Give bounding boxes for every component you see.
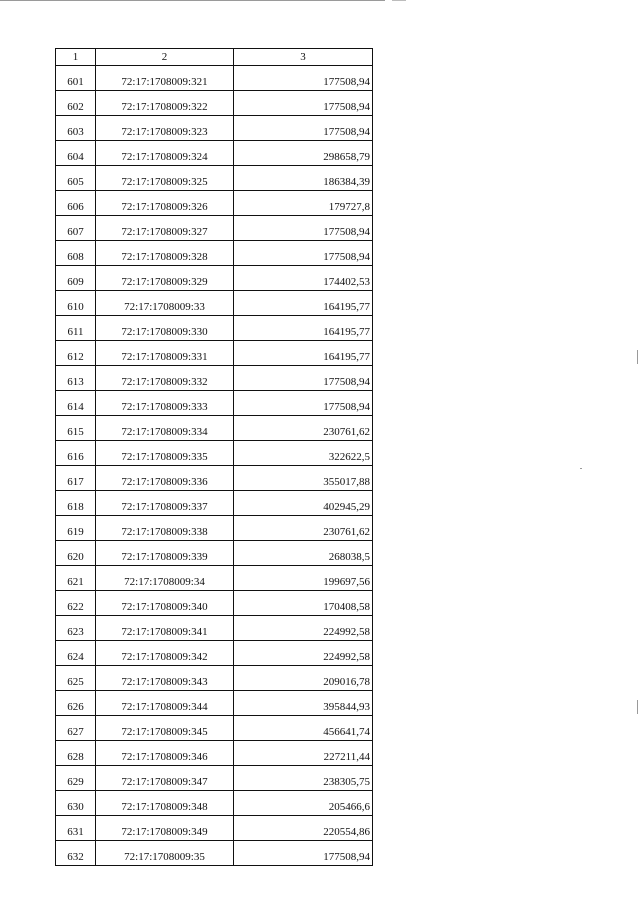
table-row: [56, 466, 373, 491]
cadastral-number: 72:17:1708009:328: [96, 241, 234, 266]
table-row: [56, 141, 373, 166]
cadastral-number: 72:17:1708009:348: [96, 791, 234, 816]
cadastral-number: 72:17:1708009:346: [96, 741, 234, 766]
table-row: [56, 641, 373, 666]
cadastral-value: 186384,39: [234, 166, 373, 191]
row-number: 607: [56, 216, 96, 241]
cadastral-value: 177508,94: [234, 91, 373, 116]
cadastral-number: 72:17:1708009:34: [96, 566, 234, 591]
row-number: 616: [56, 441, 96, 466]
row-number: 627: [56, 716, 96, 741]
scan-edge-line: [0, 0, 385, 1]
cadastral-value: 199697,56: [234, 566, 373, 591]
row-number: 615: [56, 416, 96, 441]
table-row: [56, 816, 373, 841]
cadastral-number: 72:17:1708009:344: [96, 691, 234, 716]
cadastral-number: 72:17:1708009:325: [96, 166, 234, 191]
row-number: 603: [56, 116, 96, 141]
row-number: 620: [56, 541, 96, 566]
table-row: [56, 766, 373, 791]
row-number: 617: [56, 466, 96, 491]
cadastral-value: 177508,94: [234, 241, 373, 266]
cadastral-number: 72:17:1708009:345: [96, 716, 234, 741]
cadastral-value: 298658,79: [234, 141, 373, 166]
cadastral-number: 72:17:1708009:324: [96, 141, 234, 166]
cadastral-number: 72:17:1708009:342: [96, 641, 234, 666]
cadastral-value: 174402,53: [234, 266, 373, 291]
table-row: [56, 216, 373, 241]
cadastral-value: 230761,62: [234, 416, 373, 441]
table-row: [56, 341, 373, 366]
cadastral-number: 72:17:1708009:333: [96, 391, 234, 416]
cadastral-number: 72:17:1708009:33: [96, 291, 234, 316]
cadastral-number: 72:17:1708009:341: [96, 616, 234, 641]
cadastral-value: 456641,74: [234, 716, 373, 741]
cadastral-value: 224992,58: [234, 616, 373, 641]
cadastral-value: 177508,94: [234, 116, 373, 141]
cadastral-value: 395844,93: [234, 691, 373, 716]
scan-edge-mark: [637, 350, 638, 364]
row-number: 624: [56, 641, 96, 666]
cadastral-number: 72:17:1708009:332: [96, 366, 234, 391]
cadastral-number: 72:17:1708009:35: [96, 841, 234, 866]
cadastral-number: 72:17:1708009:336: [96, 466, 234, 491]
row-number: 629: [56, 766, 96, 791]
row-number: 625: [56, 666, 96, 691]
cadastral-number: 72:17:1708009:322: [96, 91, 234, 116]
row-number: 613: [56, 366, 96, 391]
row-number: 612: [56, 341, 96, 366]
cadastral-number: 72:17:1708009:338: [96, 516, 234, 541]
table-row: [56, 366, 373, 391]
cadastral-value: 170408,58: [234, 591, 373, 616]
cadastral-value: 177508,94: [234, 841, 373, 866]
cadastral-value: 230761,62: [234, 516, 373, 541]
cadastral-number: 72:17:1708009:343: [96, 666, 234, 691]
cadastral-number: 72:17:1708009:331: [96, 341, 234, 366]
cadastral-number: 72:17:1708009:335: [96, 441, 234, 466]
cadastral-number: 72:17:1708009:321: [96, 66, 234, 91]
row-number: 623: [56, 616, 96, 641]
cadastral-number: 72:17:1708009:327: [96, 216, 234, 241]
row-number: 630: [56, 791, 96, 816]
scan-edge-dash: [392, 0, 406, 1]
table-row: [56, 291, 373, 316]
cadastral-value: 177508,94: [234, 391, 373, 416]
table-row: [56, 841, 373, 866]
cadastral-value: 164195,77: [234, 316, 373, 341]
table-row: [56, 91, 373, 116]
row-number: 631: [56, 816, 96, 841]
column-header-value: 3: [234, 49, 373, 66]
cadastral-value: 205466,6: [234, 791, 373, 816]
cadastral-value: 224992,58: [234, 641, 373, 666]
row-number: 621: [56, 566, 96, 591]
cadastral-value: 177508,94: [234, 216, 373, 241]
row-number: 626: [56, 691, 96, 716]
scan-speck: [580, 468, 582, 469]
table-row: [56, 116, 373, 141]
table-row: [56, 741, 373, 766]
table-row: [56, 541, 373, 566]
row-number: 614: [56, 391, 96, 416]
cadastral-value: 322622,5: [234, 441, 373, 466]
cadastral-value: 268038,5: [234, 541, 373, 566]
row-number: 610: [56, 291, 96, 316]
cadastral-number: 72:17:1708009:330: [96, 316, 234, 341]
cadastral-value: 227211,44: [234, 741, 373, 766]
cadastral-number: 72:17:1708009:339: [96, 541, 234, 566]
row-number: 609: [56, 266, 96, 291]
cadastral-value: 238305,75: [234, 766, 373, 791]
table-row: [56, 691, 373, 716]
row-number: 602: [56, 91, 96, 116]
cadastral-value: 177508,94: [234, 366, 373, 391]
row-number: 632: [56, 841, 96, 866]
cadastral-number: 72:17:1708009:323: [96, 116, 234, 141]
table-row: [56, 391, 373, 416]
table-row: [56, 566, 373, 591]
table-row: [56, 591, 373, 616]
scan-edge-mark: [637, 700, 638, 714]
column-header-cadastral-id: 2: [96, 49, 234, 66]
table-row: [56, 66, 373, 91]
row-number: 628: [56, 741, 96, 766]
cadastral-value: 402945,29: [234, 491, 373, 516]
table-row: [56, 791, 373, 816]
table-row: [56, 166, 373, 191]
row-number: 608: [56, 241, 96, 266]
cadastral-number: 72:17:1708009:347: [96, 766, 234, 791]
table-body: [56, 66, 373, 866]
row-number: 604: [56, 141, 96, 166]
cadastral-value: 355017,88: [234, 466, 373, 491]
table-header-row: [56, 49, 373, 66]
cadastral-number: 72:17:1708009:326: [96, 191, 234, 216]
cadastral-number: 72:17:1708009:349: [96, 816, 234, 841]
table-row: [56, 516, 373, 541]
cadastral-number: 72:17:1708009:329: [96, 266, 234, 291]
table-row: [56, 441, 373, 466]
cadastral-value: 177508,94: [234, 66, 373, 91]
table-row: [56, 716, 373, 741]
row-number: 611: [56, 316, 96, 341]
cadastral-value: 209016,78: [234, 666, 373, 691]
table-row: [56, 491, 373, 516]
table-row: [56, 666, 373, 691]
cadastral-number: 72:17:1708009:337: [96, 491, 234, 516]
row-number: 601: [56, 66, 96, 91]
cadastral-value: 179727,8: [234, 191, 373, 216]
cadastral-value: 164195,77: [234, 291, 373, 316]
table-row: [56, 241, 373, 266]
row-number: 606: [56, 191, 96, 216]
row-number: 622: [56, 591, 96, 616]
cadastral-number: 72:17:1708009:334: [96, 416, 234, 441]
table-row: [56, 266, 373, 291]
row-number: 605: [56, 166, 96, 191]
row-number: 619: [56, 516, 96, 541]
table-row: [56, 316, 373, 341]
cadastral-number: 72:17:1708009:340: [96, 591, 234, 616]
cadastral-value: 220554,86: [234, 816, 373, 841]
table-row: [56, 416, 373, 441]
table-row: [56, 616, 373, 641]
row-number: 618: [56, 491, 96, 516]
cadastral-value: 164195,77: [234, 341, 373, 366]
cadastral-value-table: [55, 48, 373, 866]
column-header-number: 1: [56, 49, 96, 66]
table-row: [56, 191, 373, 216]
